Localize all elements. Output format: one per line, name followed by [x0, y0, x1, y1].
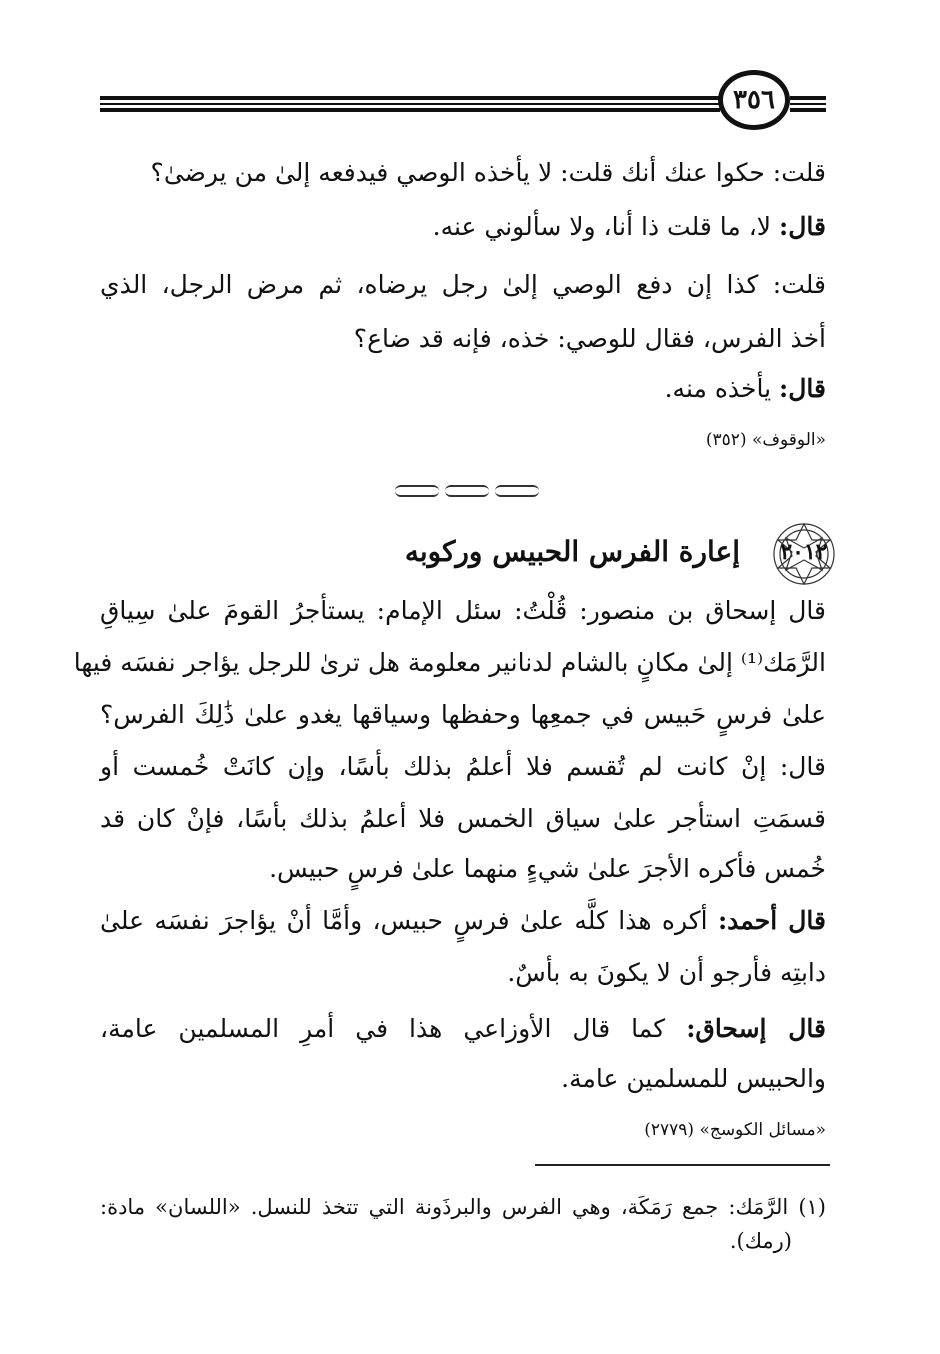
header-rule — [100, 108, 720, 112]
question-text: حكوا عنك أنك قلت: لا يأخذه الوصي فيدفعه إلىٰ من يرضىٰ؟ — [150, 158, 765, 187]
source-citation: «مسائل الكوسج» (٢٧٧٩) — [644, 1120, 826, 1140]
page-number-frame — [718, 70, 790, 130]
speaker-label: قال: — [779, 374, 826, 403]
dialogue-question-2 — [100, 268, 826, 302]
statement-text: كما قال الأوزاعي هذا في أمرِ المسلمين عامة، — [100, 1014, 666, 1043]
ahmad-statement — [100, 904, 826, 938]
body-line: قسمَتِ استأجر علىٰ سياق الخمس فلا أعلمُ بذلك بأسًا، فإنْ كان قد — [100, 804, 826, 833]
body-line: قال إسحاق بن منصور: قُلْتُ: سئل الإمام: يستأجرُ القومَ علىٰ سِياقِ — [100, 596, 826, 625]
ishaq-statement-cont: والحبيس للمسلمين عامة. — [561, 1064, 826, 1093]
speaker-label: قال إسحاق: — [686, 1014, 826, 1043]
section-number: ٢٠١٢ — [780, 539, 828, 565]
dialogue-question-2-cont — [100, 322, 826, 356]
ahmad-statement-cont: دابتِه فأرجو أن لا يكونَ به بأسٌ. — [507, 958, 826, 987]
ornament-flourish — [395, 485, 439, 497]
speaker-label: قال أحمد: — [717, 906, 826, 935]
speaker-label: قلت: — [772, 158, 826, 187]
footnote-line: (رمك). — [729, 1229, 792, 1253]
section-title: إعارة الفرس الحبيس وركوبه — [404, 535, 740, 568]
question-text: كذا إن دفع الوصي إلىٰ رجل يرضاه، ثم مرض الرجل، الذي — [100, 270, 759, 299]
speaker-label: قلت: — [772, 270, 826, 299]
answer-text: لا، ما قلت ذا أنا، ولا سألوني عنه. — [432, 212, 772, 241]
body-line: قال: إنْ كانت لم تُقسم فلا أعلمُ بذلك بأسًا، وإن كانَتْ خُمست أو — [100, 752, 826, 781]
footnote-rule — [535, 1164, 830, 1166]
statement-text: أكره هذا كلَّه علىٰ فرسٍ حبيس، وأمَّا أنْ يؤاجرَ نفسَه علىٰ — [100, 906, 708, 935]
body-line: الرَّمَك⁽¹⁾ إلىٰ مكانٍ بالشام لدنانير معلومة هل ترىٰ للرجل يؤاجر نفسَه فيها — [73, 648, 826, 677]
header-rule — [100, 103, 720, 105]
header-rule — [100, 96, 720, 100]
question-text: أخذ الفرس، فقال للوصي: خذه، فإنه قد ضاع؟ — [353, 324, 826, 353]
dialogue-question-1 — [100, 156, 826, 190]
body-line: علىٰ فرسٍ حَبيس في جمعِها وحفظها وسياقها يغدو علىٰ ذَٰلِكَ الفرس؟ — [100, 700, 826, 729]
dialogue-answer-2 — [100, 372, 826, 406]
answer-text: يأخذه منه. — [664, 374, 772, 403]
speaker-label: قال: — [779, 212, 826, 241]
page-number: ٣٥٦ — [733, 85, 775, 115]
ornament-separator — [395, 484, 539, 498]
header-rule-tail — [790, 103, 826, 105]
header-rule-tail — [790, 96, 826, 100]
source-citation: «الوقوف» (٣٥٢) — [705, 430, 826, 450]
dialogue-answer-1 — [100, 210, 826, 244]
body-line: خُمس فأكره الأجرَ علىٰ شيءٍ منهما علىٰ فرسٍ حبيس. — [269, 854, 826, 883]
ornament-flourish — [445, 485, 489, 497]
ornament-flourish — [495, 485, 539, 497]
footnote-line: (١) الرَّمَك: جمع رَمَكَة، وهي الفرس والبرذَونة التي تتخذ للنسل. «اللسان» مادة: — [100, 1195, 826, 1219]
ishaq-statement — [100, 1012, 826, 1046]
header-rule-tail — [790, 108, 826, 112]
